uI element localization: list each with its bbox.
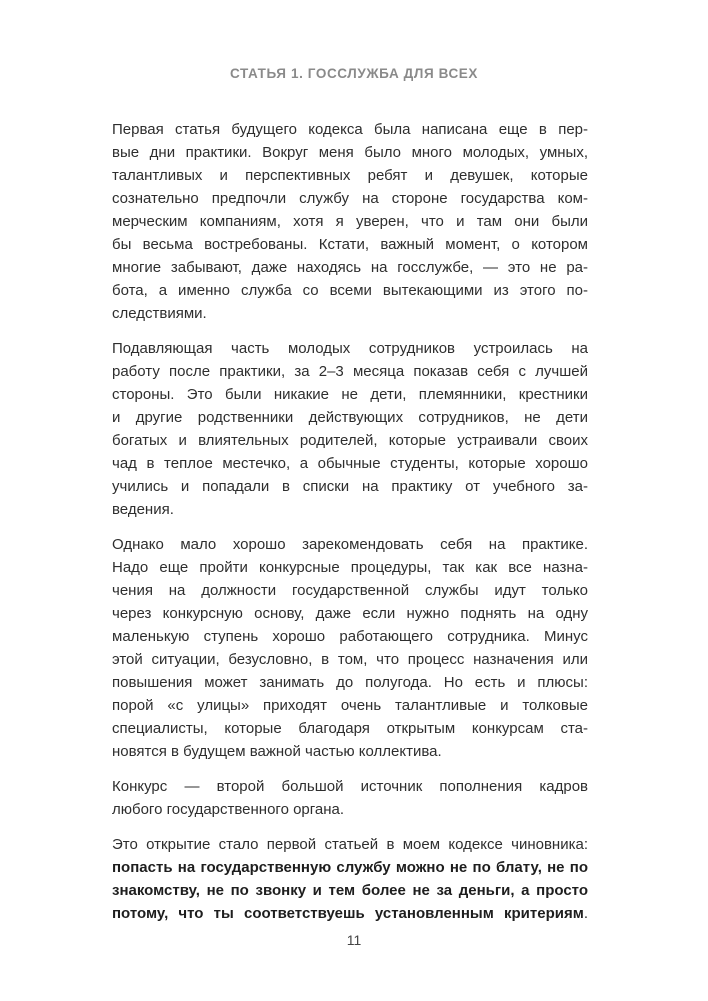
paragraph-line: Первая статья будущего кодекса была написана еще в пер- bbox=[112, 121, 588, 138]
page-body bbox=[112, 118, 588, 937]
bold-text: знакомству, не по звонку и тем более не за деньги, а просто bbox=[112, 882, 588, 899]
paragraph bbox=[112, 775, 588, 821]
paragraph-line: Надо еще пройти конкурсные процедуры, так как все назна- bbox=[112, 559, 588, 576]
final-paragraph bbox=[112, 833, 588, 925]
paragraph-line: богатых и влиятельных родителей, которые устраивали своих bbox=[112, 432, 588, 449]
paragraph-line: мерческим компаниям, хотя я уверен, что и там они были bbox=[112, 213, 588, 230]
paragraph-line: Подавляющая часть молодых сотрудников устроилась на bbox=[112, 340, 588, 357]
paragraph-line: талантливых и перспективных ребят и девушек, которые bbox=[112, 167, 588, 184]
paragraph-line: маленькую ступень хорошо работающего сотрудника. Минус bbox=[112, 628, 588, 645]
paragraph-line: повышения может занимать до полугода. Но есть и плюсы: bbox=[112, 674, 588, 691]
paragraph-line: Однако мало хорошо зарекомендовать себя на практике. bbox=[112, 536, 588, 553]
paragraph-line: вые дни практики. Вокруг меня было много молодых, умных, bbox=[112, 144, 588, 161]
bold-text: попасть на государственную службу можно не по блату, не по bbox=[112, 859, 588, 876]
period: . bbox=[583, 905, 588, 922]
paragraph-line: специалисты, которые благодаря открытым конкурсам ста- bbox=[112, 720, 588, 737]
paragraph-line: Это открытие стало первой статьей в моем кодексе чиновника: bbox=[112, 836, 588, 853]
paragraph-line: многие забывают, даже находясь на госслужбе, — это не ра- bbox=[112, 259, 588, 276]
paragraph-line: работу после практики, за 2–3 месяца показав себя с лучшей bbox=[112, 363, 588, 380]
paragraph-line: чад в теплое местечко, а обычные студенты, которые хорошо bbox=[112, 455, 588, 472]
paragraph-line: следствиями. bbox=[112, 305, 207, 322]
paragraph-line: Конкурс — второй большой источник пополнения кадров bbox=[112, 778, 588, 795]
paragraph-line: новятся в будущем важной частью коллектива. bbox=[112, 743, 442, 760]
paragraph-line: ведения. bbox=[112, 501, 174, 518]
paragraph-line bbox=[112, 879, 588, 902]
paragraph-line: бота, а именно служба со всеми вытекающими из этого по- bbox=[112, 282, 588, 299]
paragraph-line: сознательно предпочли службу на стороне государства ком- bbox=[112, 190, 588, 207]
paragraph-line: порой «с улицы» приходят очень талантливые и толковые bbox=[112, 697, 588, 714]
paragraph-line bbox=[112, 902, 588, 925]
paragraph-line: этой ситуации, безусловно, в том, что процесс назначения или bbox=[112, 651, 588, 668]
bold-text: потому, что ты соответствуешь установленным критериям bbox=[112, 905, 584, 922]
paragraph bbox=[112, 118, 588, 325]
paragraph-line bbox=[112, 856, 588, 879]
paragraph bbox=[112, 337, 588, 521]
paragraph-line: чения на должности государственной службы идут только bbox=[112, 582, 588, 599]
paragraphs bbox=[112, 118, 588, 821]
paragraph-line: бы весьма востребованы. Кстати, важный момент, о котором bbox=[112, 236, 588, 253]
paragraph-line: и другие родственники действующих сотрудников, не дети bbox=[112, 409, 588, 426]
paragraph bbox=[112, 533, 588, 763]
page-number: 11 bbox=[346, 932, 362, 948]
paragraph-line: учились и попадали в списки на практику от учебного за- bbox=[112, 478, 588, 495]
paragraph-line: через конкурсную основу, даже если нужно поднять на одну bbox=[112, 605, 588, 622]
running-title: СТАТЬЯ 1. ГОССЛУЖБА ДЛЯ ВСЕХ bbox=[229, 66, 479, 81]
paragraph-line: любого государственного органа. bbox=[112, 801, 345, 818]
paragraph-line: стороны. Это были никакие не дети, племянники, крестники bbox=[112, 386, 588, 403]
